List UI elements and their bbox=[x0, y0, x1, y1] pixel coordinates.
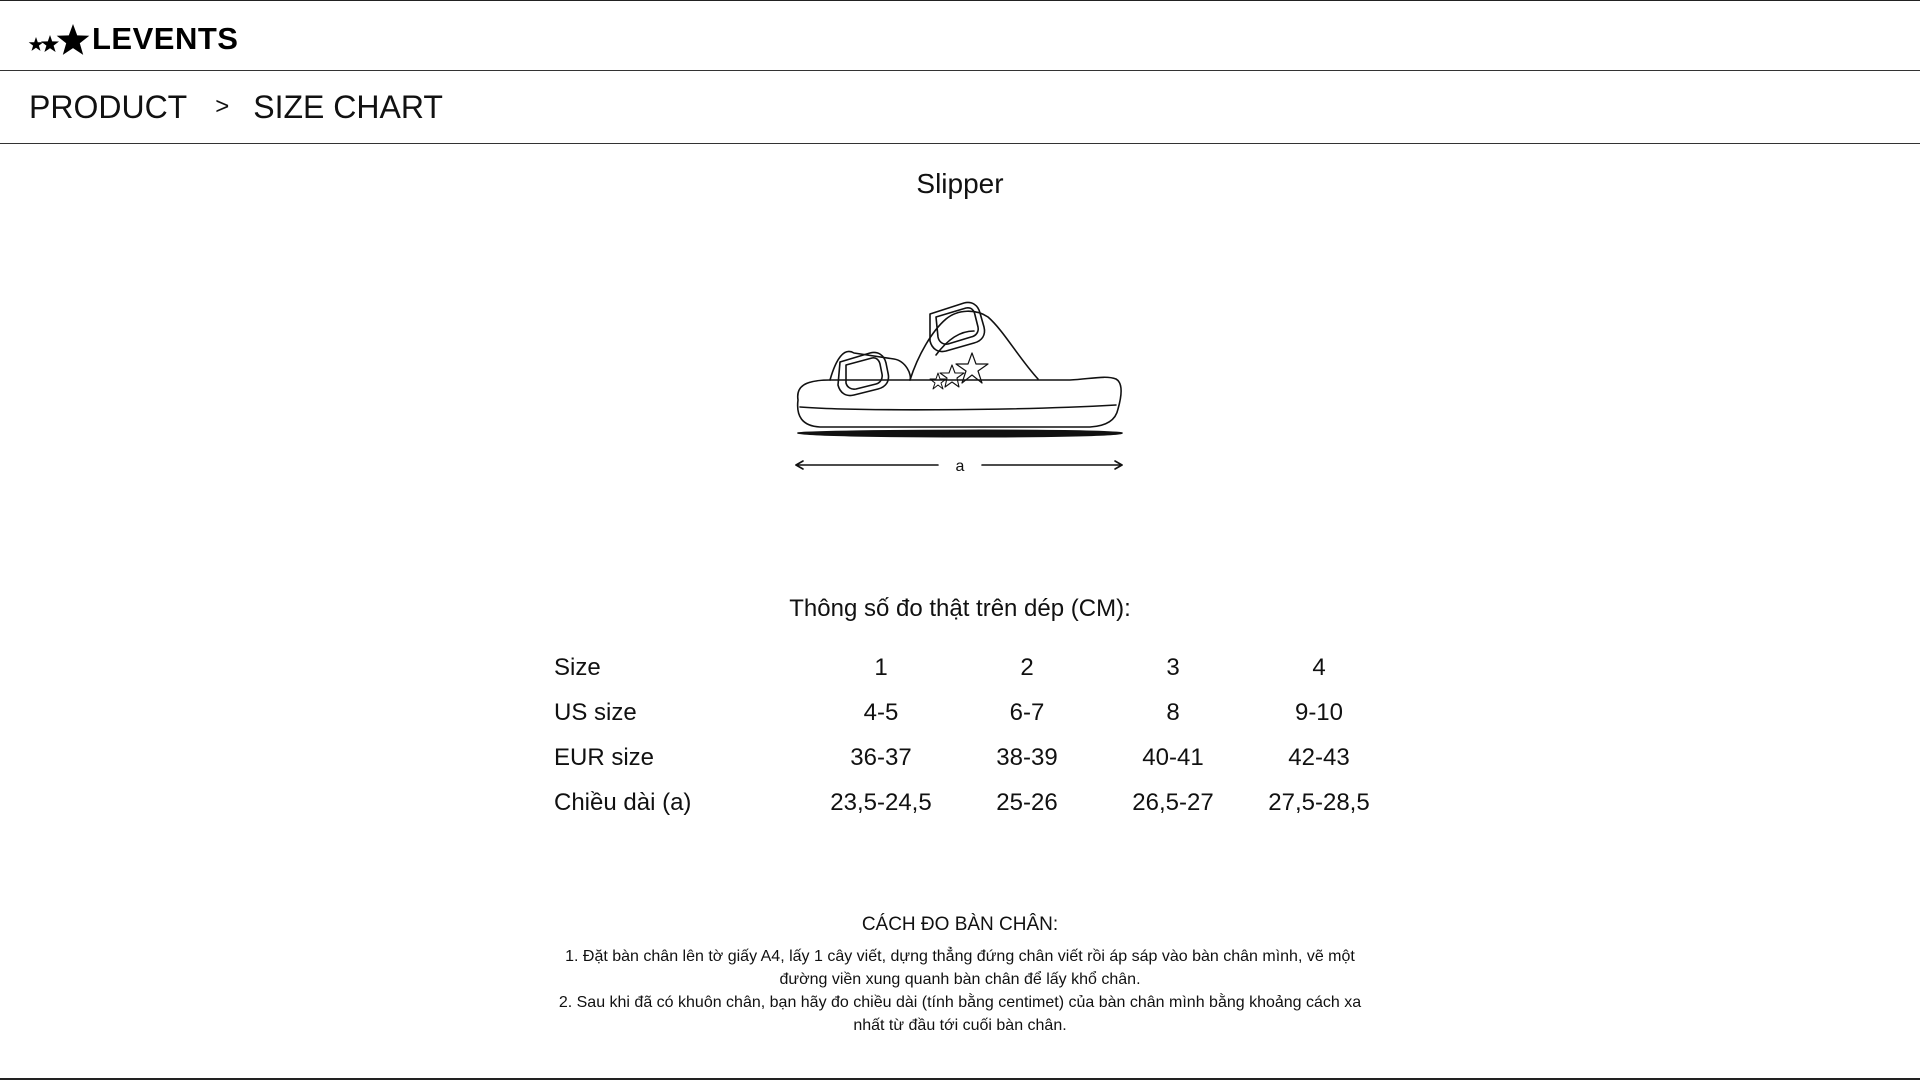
row-label: US size bbox=[554, 698, 637, 726]
table-cell: 23,5-24,5 bbox=[830, 788, 932, 816]
instruction-step-2: 2. Sau khi đã có khuôn chân, bạn hãy đo chiều dài (tính bằng centimet) của bàn chân mình bằng khoảng cách xa nhất từ đầu tới cuối bàn chân. bbox=[558, 994, 1362, 1034]
table-cell: 40-41 bbox=[1142, 743, 1204, 771]
slipper-outline-drawing bbox=[790, 295, 1130, 480]
site-header bbox=[0, 1, 1920, 71]
measuring-instructions bbox=[0, 914, 1920, 1037]
table-cell: 27,5-28,5 bbox=[1268, 788, 1370, 816]
three-stars-icon bbox=[28, 23, 90, 55]
row-label: Size bbox=[554, 653, 601, 681]
table-cell: 9-10 bbox=[1294, 698, 1344, 726]
table-row bbox=[548, 735, 1392, 780]
table-cell: 4 bbox=[1312, 653, 1326, 681]
table-cell: 8 bbox=[1166, 698, 1180, 726]
table-row bbox=[548, 645, 1392, 690]
breadcrumb-size-chart[interactable]: SIZE CHART bbox=[253, 88, 443, 125]
table-cell: 6-7 bbox=[1009, 698, 1045, 726]
bottom-border bbox=[0, 1078, 1920, 1080]
size-table-title: Thông số đo thật trên dép (CM): bbox=[789, 595, 1131, 622]
table-cell: 38-39 bbox=[996, 743, 1058, 771]
table-cell: 1 bbox=[874, 653, 888, 681]
table-row bbox=[548, 780, 1392, 825]
breadcrumb-separator: > bbox=[215, 93, 230, 120]
breadcrumb-product[interactable]: PRODUCT bbox=[29, 88, 188, 125]
table-cell: 36-37 bbox=[850, 743, 912, 771]
table-cell: 42-43 bbox=[1288, 743, 1350, 771]
instruction-step-1: 1. Đặt bàn chân lên tờ giấy A4, lấy 1 cây viết, dựng thẳng đứng chân viết rồi áp sáp vào bàn chân mình, vẽ một đường viền xung quanh bàn chân để lấy khổ chân. bbox=[565, 948, 1355, 988]
measure-label: a bbox=[955, 458, 965, 475]
row-label: Chiều dài (a) bbox=[554, 788, 692, 816]
table-cell: 25-26 bbox=[996, 788, 1058, 816]
slipper-illustration bbox=[790, 295, 1130, 485]
table-row bbox=[548, 690, 1392, 735]
table-cell: 26,5-27 bbox=[1132, 788, 1214, 816]
breadcrumb bbox=[0, 71, 1920, 144]
size-chart-table bbox=[548, 645, 1392, 825]
row-label: EUR size bbox=[554, 743, 655, 771]
table-cell: 2 bbox=[1020, 653, 1034, 681]
table-cell: 4-5 bbox=[863, 698, 899, 726]
product-name: Slipper bbox=[916, 168, 1004, 199]
brand-logo[interactable] bbox=[28, 21, 238, 57]
instructions-title: CÁCH ĐO BÀN CHÂN: bbox=[861, 914, 1059, 935]
table-cell: 3 bbox=[1166, 653, 1180, 681]
logo-wordmark: LEVENTS bbox=[92, 21, 239, 56]
